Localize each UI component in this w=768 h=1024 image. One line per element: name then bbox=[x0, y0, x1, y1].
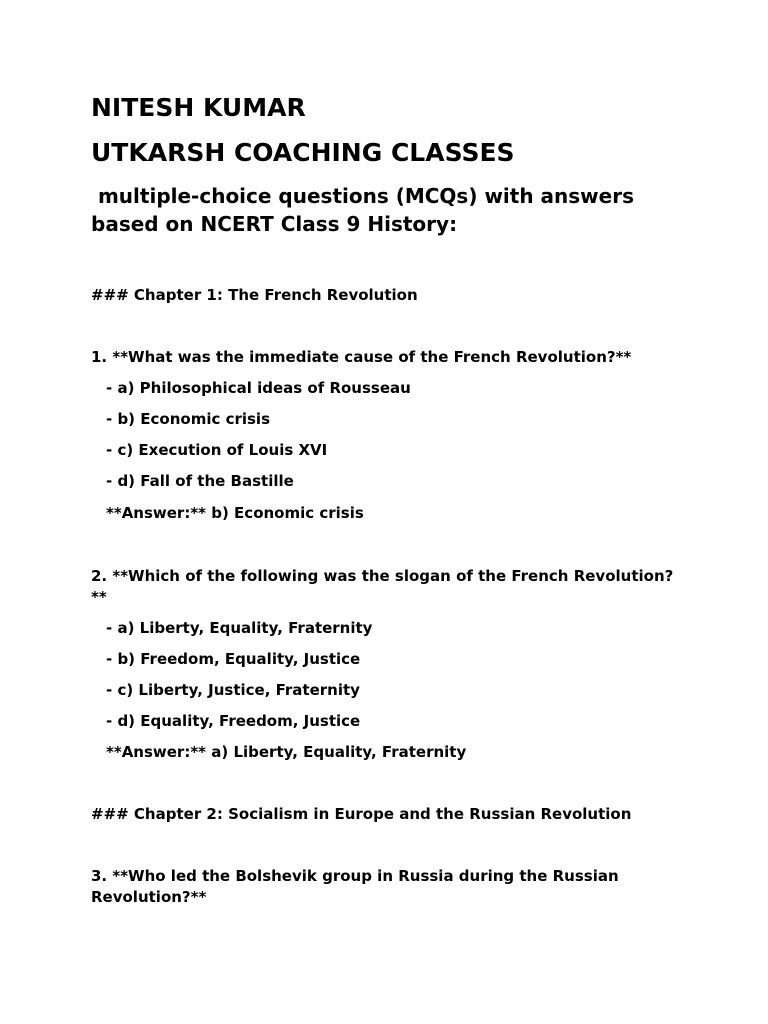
subtitle-line-2: based on NCERT Class 9 History: bbox=[91, 212, 458, 236]
chapter-heading: ### Chapter 2: Socialism in Europe and the Russian Revolution bbox=[91, 805, 632, 823]
chapter-heading: ### Chapter 1: The French Revolution bbox=[91, 286, 418, 304]
answer-key: **Answer:** a) Liberty, Equality, Fraternity bbox=[106, 743, 467, 761]
author-name: NITESH KUMAR bbox=[91, 93, 306, 122]
answer-option: - a) Liberty, Equality, Fraternity bbox=[106, 619, 373, 637]
organization-title: UTKARSH COACHING CLASSES bbox=[91, 138, 515, 167]
answer-option: - d) Equality, Freedom, Justice bbox=[106, 712, 361, 730]
answer-option: - a) Philosophical ideas of Rousseau bbox=[106, 379, 411, 397]
subtitle-line-1: multiple-choice questions (MCQs) with answers bbox=[91, 184, 634, 208]
answer-option: - b) Economic crisis bbox=[106, 410, 271, 428]
question-text-continuation: Revolution?** bbox=[91, 888, 207, 906]
answer-key: **Answer:** b) Economic crisis bbox=[106, 504, 364, 522]
answer-option: - c) Liberty, Justice, Fraternity bbox=[106, 681, 360, 699]
question-text: 2. **Which of the following was the slogan of the French Revolution? bbox=[91, 567, 674, 585]
question-text: 1. **What was the immediate cause of the French Revolution?** bbox=[91, 348, 632, 366]
answer-option: - b) Freedom, Equality, Justice bbox=[106, 650, 361, 668]
question-text: 3. **Who led the Bolshevik group in Russia during the Russian bbox=[91, 867, 619, 885]
answer-option: - d) Fall of the Bastille bbox=[106, 472, 294, 490]
answer-option: - c) Execution of Louis XVI bbox=[106, 441, 328, 459]
question-text-continuation: ** bbox=[91, 588, 107, 606]
